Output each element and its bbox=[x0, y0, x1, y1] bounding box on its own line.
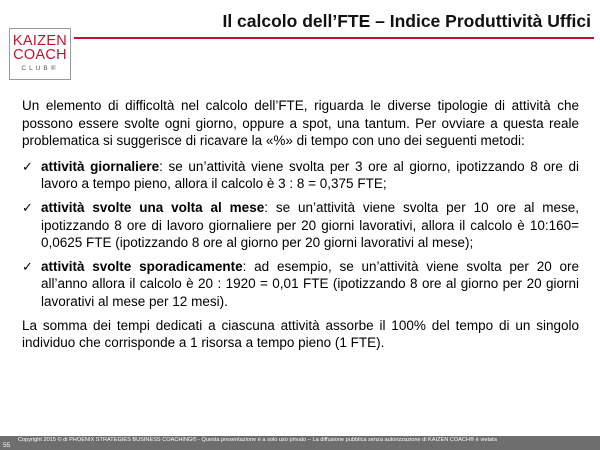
methods-list bbox=[22, 158, 579, 311]
checkmark-icon: ✓ bbox=[22, 199, 33, 215]
list-item bbox=[22, 199, 579, 252]
bullet-heading: attività svolte una volta al mese bbox=[41, 199, 265, 215]
bullet-text: : ad esempio, se un’attività viene svolta per 20 ore all’anno allora il calcolo è 20 : 1920 = 0,01 FTE (ipotizzando 8 ore al giorno per 20 giorni lavorativi al mese per 12 mesi). bbox=[41, 258, 580, 309]
bullet-text: : se un’attività viene svolta per 3 ore al giorno, ipotizzando 8 ore di lavoro a tempo pieno, allora il calcolo è 3 : 8 = 0,375 FTE; bbox=[41, 158, 579, 192]
kaizen-coach-logo bbox=[9, 28, 71, 80]
checkmark-icon: ✓ bbox=[22, 158, 33, 174]
closing-paragraph: La somma dei tempi dedicati a ciascuna attività assorbe il 100% del tempo di un singolo individuo che corrisponde a 1 risorsa a tempo pieno (1 FTE). bbox=[22, 317, 579, 351]
page-title: Il calcolo dell’FTE – Indice Produttività Uffici bbox=[222, 11, 591, 31]
bullet-text: : se un’attività viene svolta per 10 ore al mese, ipotizzando 8 ore di lavoro giornaliere per 20 giorni lavorativi, allora il calcolo è 10:160= 0,0625 FTE (ipotizzando 8 ore al giorno per 20 giorni lavorativi al mese); bbox=[41, 199, 579, 251]
list-item bbox=[22, 158, 579, 193]
bullet-heading: attività svolte sporadicamente bbox=[41, 258, 243, 274]
logo-coach-text: COACH bbox=[13, 47, 67, 63]
list-item bbox=[22, 258, 579, 311]
copyright-text: Copyright 2015 © di PHOENIX STRATEGIES BUSINESS COACHING® - Questa presentazione è a solo uso privato – La diffusione pubblica senza autorizzazione di KAIZEN COACH® è vietata bbox=[18, 437, 497, 443]
title-divider bbox=[74, 37, 594, 39]
page-number: 55 bbox=[3, 442, 11, 449]
slide-body bbox=[22, 97, 579, 352]
logo-club-text: CLUB® bbox=[21, 65, 59, 72]
logo-kaizen-text: KAIZEN bbox=[12, 33, 68, 49]
checkmark-icon: ✓ bbox=[22, 258, 33, 274]
bullet-heading: attività giornaliere bbox=[41, 158, 160, 174]
intro-paragraph: Un elemento di difficoltà nel calcolo dell’FTE, riguarda le diverse tipologie di attività che possono essere svolte ogni giorno, oppure a spot, una tantum. Per ovviare a questa reale problematica si suggerisce di ricavare la «%» di tempo con uno dei seguenti metodi: bbox=[22, 98, 579, 149]
footer-bar bbox=[0, 436, 600, 450]
